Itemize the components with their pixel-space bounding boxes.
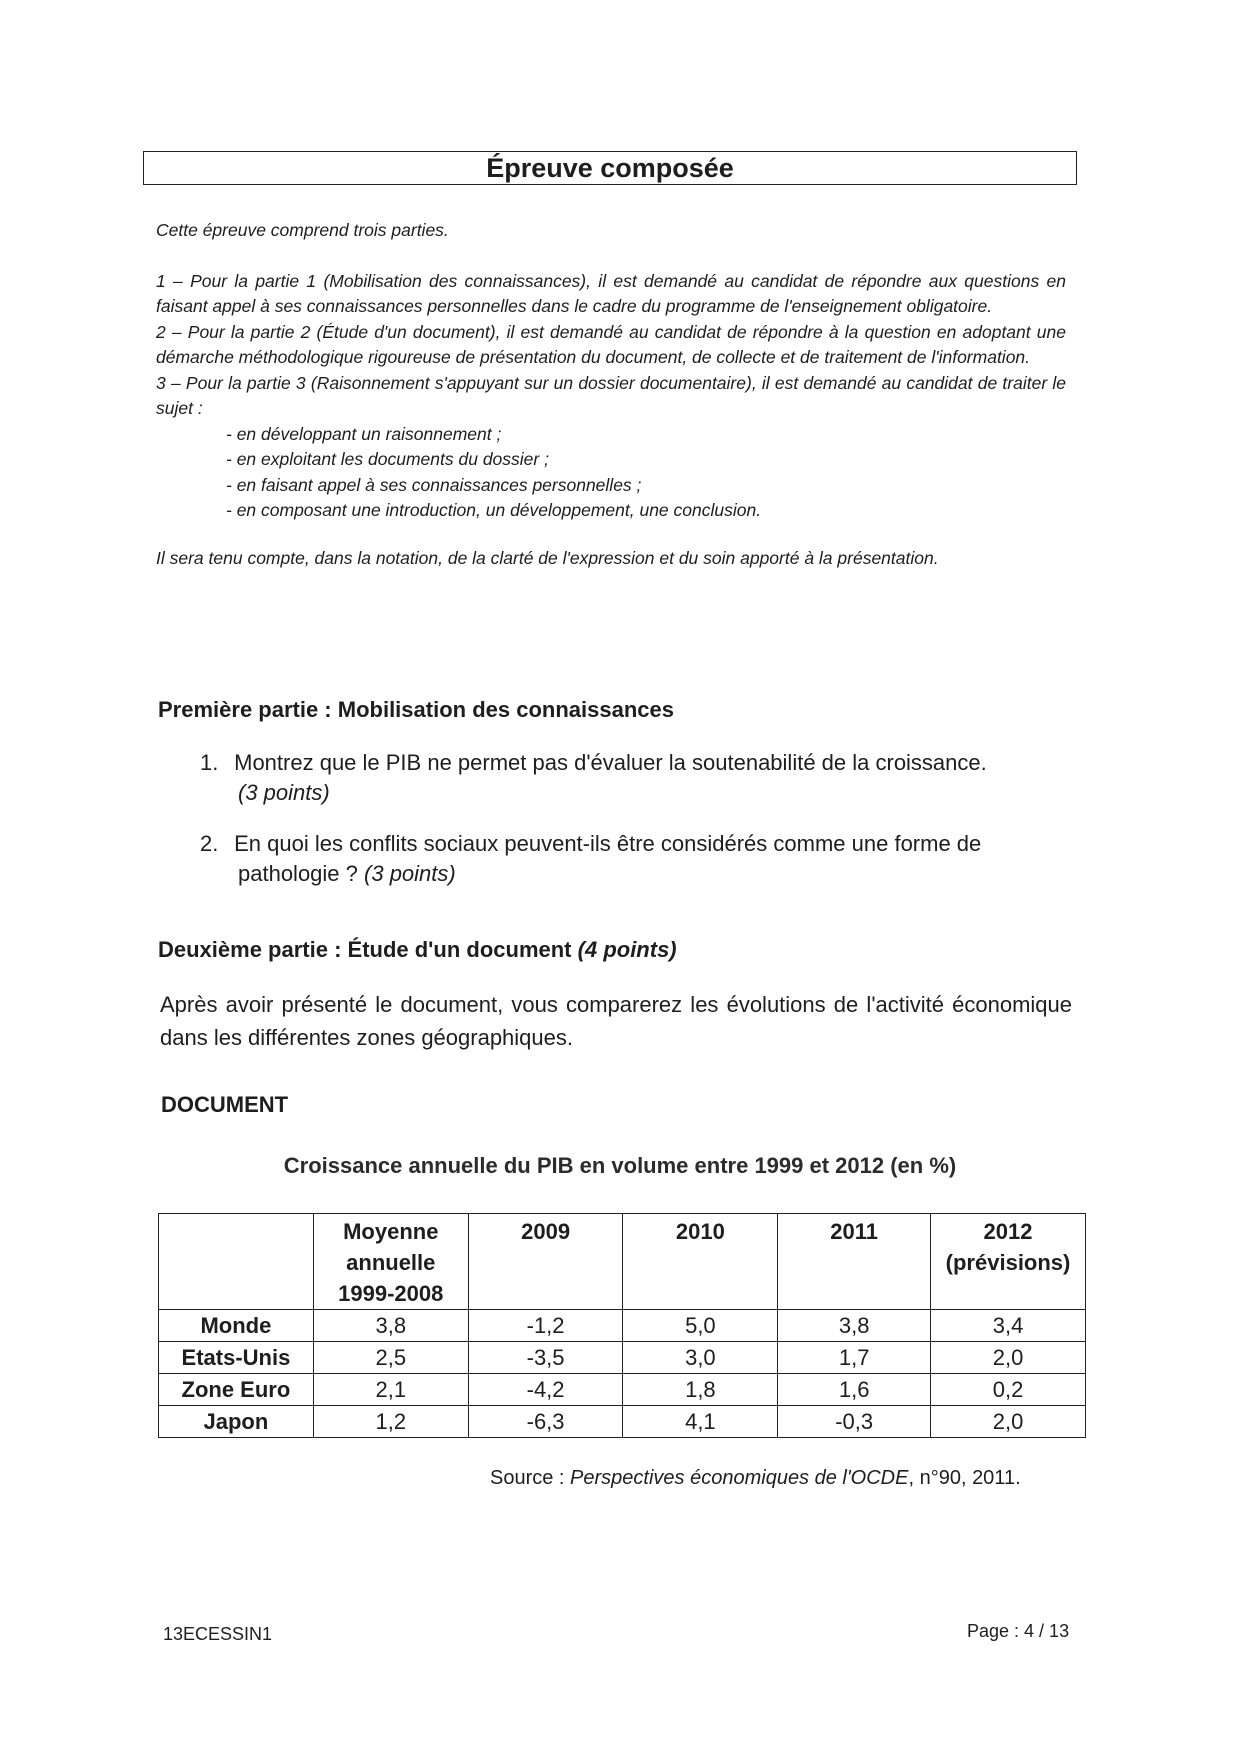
header-line: 1999-2008: [338, 1281, 444, 1306]
source-citation: [490, 1467, 1021, 1490]
table-cell: 3,8: [778, 1310, 931, 1342]
table-cell: 5,0: [623, 1310, 778, 1342]
table-cell: 1,7: [778, 1342, 931, 1374]
list-item: - en exploitant les documents du dossier ;: [226, 449, 549, 469]
source-suffix: , n°90, 2011.: [908, 1467, 1021, 1489]
table-header-empty: [159, 1214, 314, 1310]
page-title: Épreuve composée: [143, 151, 1077, 185]
table-cell: 0,2: [931, 1374, 1086, 1406]
row-label: Zone Euro: [159, 1374, 314, 1406]
header-line: Moyenne: [343, 1219, 439, 1244]
part2-instruction: Après avoir présenté le document, vous comparerez les évolutions de l'activité économique dans les différentes zones géographiques.: [160, 992, 1072, 1050]
table-cell: -0,3: [778, 1406, 931, 1438]
part2-heading-text: Deuxième partie : Étude d'un document: [158, 937, 572, 962]
table-cell: 1,8: [623, 1374, 778, 1406]
intro-part1: 1 – Pour la partie 1 (Mobilisation des connaissances), il est demandé au candidat de répondre aux questions en faisant appel à ses connaissances personnelles dans le cadre du programme de l'enseignement obligatoire.: [156, 270, 1066, 316]
header-line: 2009: [521, 1219, 571, 1244]
intro-bullet-list: [156, 422, 1066, 524]
intro-note: Il sera tenu compte, dans la notation, de la clarté de l'expression et du soin apporté à la présentation.: [156, 547, 939, 568]
table-cell: -4,2: [468, 1374, 623, 1406]
page-number: Page : 4 / 13: [967, 1621, 1070, 1641]
row-label: Etats-Unis: [159, 1342, 314, 1374]
table-cell: 3,8: [313, 1310, 468, 1342]
question-text: Montrez que le PIB ne permet pas d'évaluer la soutenabilité de la croissance.: [234, 750, 987, 775]
part1-heading: Première partie : Mobilisation des connaissances: [158, 697, 674, 722]
table-title: Croissance annuelle du PIB en volume entre 1999 et 2012 (en %): [283, 1153, 957, 1178]
source-title: Perspectives économiques de l'OCDE: [570, 1467, 909, 1489]
question-1: [200, 748, 1085, 808]
document-label: DOCUMENT: [161, 1092, 289, 1117]
table-cell: 2,0: [931, 1406, 1086, 1438]
footer-code: 13ECESSIN1: [163, 1624, 273, 1644]
table-header: [468, 1214, 623, 1310]
table-header: [623, 1214, 778, 1310]
intro-lead: Cette épreuve comprend trois parties.: [156, 220, 449, 240]
header-line: annuelle: [346, 1250, 436, 1275]
question-text: En quoi les conflits sociaux peuvent-ils être considérés comme une forme de: [234, 831, 982, 856]
instructions-block: [156, 218, 1066, 571]
table-cell: 3,4: [931, 1310, 1086, 1342]
table-row: [159, 1310, 1086, 1342]
table-header: [778, 1214, 931, 1310]
table-cell: -1,2: [468, 1310, 623, 1342]
list-item: - en développant un raisonnement ;: [226, 423, 502, 444]
question-points: (3 points): [238, 780, 330, 805]
question-text-cont: pathologie ?: [238, 861, 358, 886]
table-cell: 1,6: [778, 1374, 931, 1406]
table-header: [931, 1214, 1086, 1310]
table-row: [159, 1374, 1086, 1406]
row-label: Monde: [159, 1310, 314, 1342]
row-label: Japon: [159, 1406, 314, 1438]
question-number: 2.: [200, 831, 219, 856]
list-item: - en composant une introduction, un développement, une conclusion.: [226, 500, 762, 520]
question-points: (3 points): [364, 861, 456, 886]
part2-heading: [158, 937, 677, 963]
table-cell: 2,5: [313, 1342, 468, 1374]
table-cell: -6,3: [468, 1406, 623, 1438]
question-2: [200, 829, 1085, 889]
intro-part3: 3 – Pour la partie 3 (Raisonnement s'appuyant sur un dossier documentaire), il est demandé au candidat de traiter le sujet :: [156, 372, 1066, 418]
source-prefix: Source :: [490, 1467, 565, 1489]
table-cell: 2,0: [931, 1342, 1086, 1374]
gdp-table: [158, 1213, 1086, 1438]
table-cell: 1,2: [313, 1406, 468, 1438]
table-cell: 2,1: [313, 1374, 468, 1406]
question-number: 1.: [200, 750, 219, 775]
table-header-row: [159, 1214, 1086, 1310]
table-row: [159, 1342, 1086, 1374]
table-cell: 3,0: [623, 1342, 778, 1374]
header-line: (prévisions): [945, 1250, 1071, 1275]
part2-points: (4 points): [577, 937, 677, 962]
header-line: 2012: [983, 1219, 1033, 1244]
table-header: [313, 1214, 468, 1310]
list-item: - en faisant appel à ses connaissances personnelles ;: [226, 474, 642, 495]
table-row: [159, 1406, 1086, 1438]
header-line: 2011: [830, 1219, 879, 1244]
table-cell: 4,1: [623, 1406, 778, 1438]
table-cell: -3,5: [468, 1342, 623, 1374]
header-line: 2010: [675, 1219, 725, 1244]
intro-part2: 2 – Pour la partie 2 (Étude d'un document), il est demandé au candidat de répondre à la question en adoptant une démarche méthodologique rigoureuse de présentation du document, de collecte et de traitement de l'information.: [156, 321, 1066, 367]
